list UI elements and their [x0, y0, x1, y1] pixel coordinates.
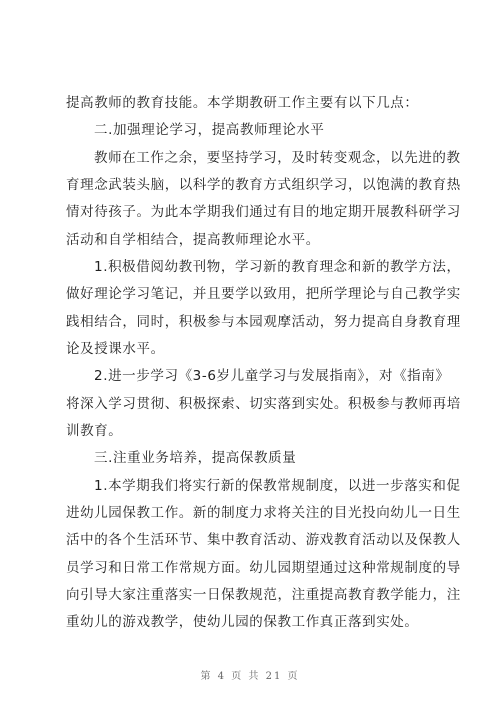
paragraph-line: 论及授课水平。 [66, 341, 165, 357]
paragraph-line: 提高教师的教育技能。本学期教研工作主要有以下几点： [66, 95, 419, 111]
section-heading: 三.注重业务培养，提高保教质量 [94, 450, 297, 466]
section-heading: 二.加强理论学习，提高教师理论水平 [94, 122, 325, 138]
paragraph-line: 员学习和日常工作常规方面。幼儿园期望通过这种常规制度的导 [66, 560, 461, 576]
paragraph-line: 活中的各个生活环节、集中教育活动、游戏教育活动以及保教人 [66, 532, 461, 548]
paragraph-line: 教师在工作之余，要坚持学习，及时转变观念，以先进的教 [94, 150, 461, 166]
paragraph-line: 活动和自学相结合，提高教师理论水平。 [66, 232, 320, 248]
paragraph-line: 做好理论学习笔记，并且要学以致用，把所学理论与自己教学实 [66, 286, 461, 302]
paragraph-line: 1.积极借阅幼教刊物，学习新的教育理念和新的教学方法， [94, 259, 461, 275]
paragraph-line: 1.本学期我们将实行新的保教常规制度，以进一步落实和促 [94, 478, 461, 494]
paragraph-line: 将深入学习贯彻、积极探索、切实落到实处。积极参与教师再培 [66, 396, 461, 412]
paragraph-line: 践相结合，同时，积极参与本园观摩活动，努力提高自身教育理 [66, 314, 461, 330]
paragraph-line: 育理念武装头脑，以科学的教育方式组织学习，以饱满的教育热 [66, 177, 461, 193]
page-number-footer: 第 4 页 共 21 页 [200, 671, 300, 682]
paragraph-line: 训教育。 [66, 423, 123, 439]
paragraph-line: 向引导大家注重落实一日保教规范，注重提高教育教学能力，注 [66, 587, 461, 603]
paragraph-line: 2.进一步学习《3-6岁儿童学习与发展指南》，对《指南》 [94, 368, 450, 384]
paragraph-line: 情对待孩子。为此本学期我们通过有目的地定期开展教科研学习 [66, 204, 461, 220]
paragraph-line: 进幼儿园保教工作。新的制度力求将关注的目光投向幼儿一日生 [66, 505, 461, 521]
paragraph-line: 重幼儿的游戏教学，使幼儿园的保教工作真正落到实处。 [66, 614, 419, 630]
